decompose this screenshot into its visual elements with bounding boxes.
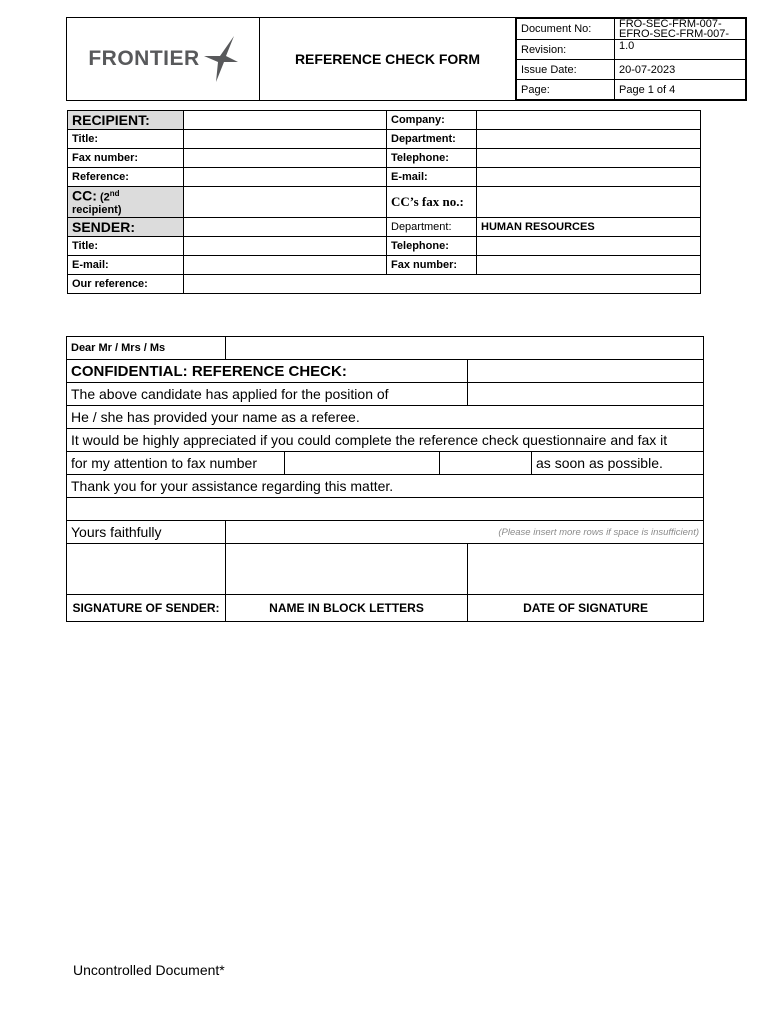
sender-title-field[interactable] xyxy=(184,237,387,256)
title-field[interactable] xyxy=(184,130,387,149)
cc-label-sub-b: recipient) xyxy=(72,203,122,216)
document-header xyxy=(66,17,747,101)
fax-number-field-1[interactable] xyxy=(285,452,440,475)
thanks-text: Thank you for your assistance regarding this matter. xyxy=(67,475,704,498)
sender-fax-label: Fax number: xyxy=(387,256,477,275)
cc-fax-label: CC’s fax no.: xyxy=(387,187,477,218)
letter-table xyxy=(66,336,704,622)
reference-field[interactable] xyxy=(184,168,387,187)
signature-sender-box[interactable] xyxy=(67,544,226,595)
title-label: Title: xyxy=(68,130,184,149)
cc-fax-field[interactable] xyxy=(477,187,701,218)
fax-number-field-2[interactable] xyxy=(440,452,532,475)
company-field[interactable] xyxy=(477,111,701,130)
position-field[interactable] xyxy=(468,383,704,406)
sender-department-label: Department: xyxy=(387,218,477,237)
sender-email-field[interactable] xyxy=(184,256,387,275)
frontier-logo xyxy=(88,36,237,82)
referee-text: He / she has provided your name as a referee. xyxy=(67,406,704,429)
email-field[interactable] xyxy=(477,168,701,187)
salutation-field[interactable] xyxy=(226,337,704,360)
issue-date-label: Issue Date: xyxy=(517,60,615,80)
our-reference-field[interactable] xyxy=(184,275,701,294)
recipient-label: RECIPIENT: xyxy=(68,111,184,130)
name-block-box[interactable] xyxy=(226,544,468,595)
blank-row[interactable] xyxy=(67,498,704,521)
issue-date-value: 20-07-2023 xyxy=(615,60,746,80)
page-label: Page: xyxy=(517,80,615,100)
department-label: Department: xyxy=(387,130,477,149)
fax-attention-text: for my attention to fax number xyxy=(67,452,285,475)
questionnaire-text: It would be highly appreciated if you could complete the reference check questionnaire and fax it xyxy=(67,429,704,452)
revision-value: 1.0 xyxy=(615,40,746,60)
closing-text: Yours faithfully xyxy=(67,521,226,544)
doc-no-label: Document No: xyxy=(517,19,615,40)
document-meta xyxy=(516,18,747,101)
reference-label: Reference: xyxy=(68,168,184,187)
name-block-label: NAME IN BLOCK LETTERS xyxy=(226,595,468,622)
cc-label xyxy=(68,187,184,218)
sender-fax-field[interactable] xyxy=(477,256,701,275)
salutation-label: Dear Mr / Mrs / Ms xyxy=(67,337,226,360)
page-value: Page 1 of 4 xyxy=(615,80,746,100)
fax-label: Fax number: xyxy=(68,149,184,168)
star-logo-icon xyxy=(204,36,238,82)
uncontrolled-footer: Uncontrolled Document* xyxy=(73,962,225,978)
doc-no-value-line2: EFRO-SEC-FRM-007- xyxy=(619,28,730,40)
insert-rows-note: (Please insert more rows if space is insufficient) xyxy=(226,521,704,544)
recipient-sender-table xyxy=(67,110,701,294)
asap-text: as soon as possible. xyxy=(532,452,704,475)
cc-label-sub-a: (2 xyxy=(99,191,110,204)
cc-field[interactable] xyxy=(184,187,387,218)
doc-no-value xyxy=(615,19,746,40)
cc-label-main: CC: xyxy=(72,187,97,204)
confidential-heading: CONFIDENTIAL: REFERENCE CHECK: xyxy=(67,360,468,383)
sender-label: SENDER: xyxy=(68,218,184,237)
recipient-field[interactable] xyxy=(184,111,387,130)
sender-telephone-label: Telephone: xyxy=(387,237,477,256)
doc-no-value-line1: FRO-SEC-FRM-007- xyxy=(619,18,722,30)
email-label: E-mail: xyxy=(387,168,477,187)
department-field[interactable] xyxy=(477,130,701,149)
date-signature-label: DATE OF SIGNATURE xyxy=(468,595,704,622)
signature-sender-label: SIGNATURE OF SENDER: xyxy=(67,595,226,622)
sender-telephone-field[interactable] xyxy=(477,237,701,256)
cc-label-sup: nd xyxy=(109,189,120,199)
sender-field[interactable] xyxy=(184,218,387,237)
sender-department-value[interactable]: HUMAN RESOURCES xyxy=(477,218,701,237)
sender-title-label: Title: xyxy=(68,237,184,256)
company-label: Company: xyxy=(387,111,477,130)
date-signature-box[interactable] xyxy=(468,544,704,595)
revision-label: Revision: xyxy=(517,40,615,60)
telephone-label: Telephone: xyxy=(387,149,477,168)
form-title: REFERENCE CHECK FORM xyxy=(260,18,516,101)
our-reference-label: Our reference: xyxy=(68,275,184,294)
logo-cell xyxy=(67,18,260,101)
telephone-field[interactable] xyxy=(477,149,701,168)
position-text: The above candidate has applied for the position of xyxy=(67,383,468,406)
logo-text: FRONTIER xyxy=(88,47,200,70)
sender-email-label: E-mail: xyxy=(68,256,184,275)
fax-field[interactable] xyxy=(184,149,387,168)
confidential-field[interactable] xyxy=(468,360,704,383)
